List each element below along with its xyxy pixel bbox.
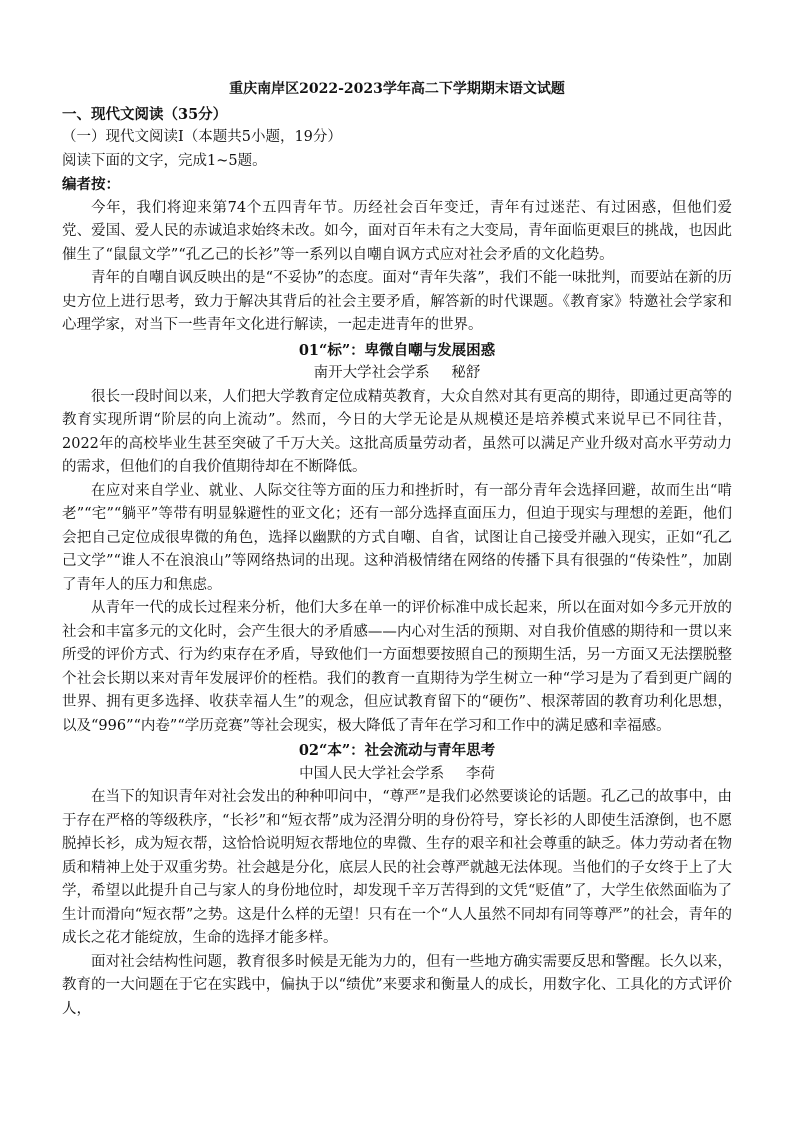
- editor-paragraph-1: 今年，我们将迎来第74个五四青年节。历经社会百年变迁，青年有过迷茫、有过困惑，但他们爱党、爱国、爱人民的赤诚追求始终未改。如今，面对百年未有之大变局，青年面临更艰巨的挑战，也因此催生了“鼠鼠文学”“孔乙己的长衫”等一系列以自嘲自讽方式应对社会矛盾的文化趋势。: [62, 199, 732, 263]
- instruction-text: 阅读下面的文字，完成1~5题。: [62, 152, 267, 169]
- article2-paragraph-2: 面对社会结构性问题，教育很多时候是无能为力的，但有一些地方确实需要反思和警醒。长久以来，教育的一大问题在于它在实践中，偏执于以“绩优”来要求和衡量人的成长，用数字化、工具化的方式评价人，: [62, 953, 732, 1017]
- section-heading: 一、现代文阅读（35分）: [62, 105, 228, 123]
- article1-heading: 01“标”：卑微自嘲与发展困惑: [298, 341, 496, 359]
- article2-paragraph-1: 在当下的知识青年对社会发出的种种叩问中，“尊严”是我们必然要谈论的话题。孔乙己的故事中，由于存在严格的等级秩序，“长衫”和“短衣帮”成为泾渭分明的身份符号，穿长衫的人即使生活潦倒，也不愿脱掉长衫，成为短衣帮，这恰恰说明短衣帮地位的卑微、生存的艰辛和社会尊重的缺乏。体力劳动者在物质和精神上处于双重劣势。社会越是分化，底层人民的社会尊严就越无法体现。当他们的子女终于上了大学，希望以此提升自己与家人的身份地位时，却发现千辛万苦得到的文凭“贬值”了，大学生依然面临为了生计而滑向“短衣帮”之势。这是什么样的无望！只有在一个“人人虽然不同却有同等尊严”的社会，青年的成长之花才能绽放，生命的选择才能多样。: [62, 789, 732, 946]
- part-heading: （一）现代文阅读Ⅰ（本题共5小题，19分）: [62, 129, 342, 145]
- editor-label: 编者按：: [62, 176, 120, 193]
- article2-author-name: 李荷: [465, 765, 495, 782]
- article1-author: [62, 362, 732, 386]
- article2-heading: 02“本”：社会流动与青年思考: [298, 742, 496, 759]
- article2-author-org: 中国人民大学社会学系: [299, 765, 445, 782]
- article2-author: [62, 763, 732, 787]
- article1-author-org: 南开大学社会学系: [313, 365, 430, 381]
- article1-author-name: 秘舒: [451, 365, 481, 381]
- document-title: 重庆南岸区2022-2023学年高二下学期期末语文试题: [229, 81, 565, 97]
- article1-paragraph-1: 很长一段时间以来，人们把大学教育定位成精英教育，大众自然对其有更高的期待，即通过更高等的教育实现所谓“阶层的向上流动”。然而，今日的大学无论是从规模还是培养模式来说早已不同往昔，2022年的高校毕业生甚至突破了千万大关。这批高质量劳动者，虽然可以满足产业升级对高水平劳动力的需求，但他们的自我价值期待却在不断降低。: [62, 388, 732, 475]
- article1-paragraph-2: 在应对来自学业、就业、人际交往等方面的压力和挫折时，有一部分青年会选择回避，故而生出“啃老”“宅”“躺平”等带有明显躲避性的亚文化；还有一部分选择直面压力，但迫于现实与理想的差距，他们会把自己定位成很卑微的角色，选择以幽默的方式自嘲、自省，试图让自己接受并融入现实，正如“孔乙己文学”“谁人不在浪浪山”等网络热词的出现。这种消极情绪在网络的传播下具有很强的“传染性”，加剧了青年人的压力和焦虑。: [62, 482, 732, 593]
- article1-paragraph-3: 从青年一代的成长过程来分析，他们大多在单一的评价标准中成长起来，所以在面对如今多元开放的社会和丰富多元的文化时，会产生很大的矛盾感——内心对生活的预期、对自我价值感的期待和一贯以来所受的评价方式、行为约束存在矛盾，导致他们一方面想要按照自己的预期生活，另一方面又无法摆脱整个社会长期以来对青年发展评价的桎梏。我们的教育一直期待为学生树立一种“学习是为了看到更广阔的世界、拥有更多选择、收获幸福人生”的观念，但应试教育留下的“硬伤”、根深蒂固的教育功利化思想，以及“996”“内卷”“学历竞赛”等社会现实，极大降低了青年在学习和工作中的满足感和幸福感。: [62, 600, 732, 734]
- editor-paragraph-2: 青年的自嘲自讽反映出的是“不妥协”的态度。面对“青年失落”，我们不能一味批判，而要站在新的历史方位上进行思考，致力于解决其背后的社会主要矛盾，解答新的时代课题。《教育家》特邀社会学家和心理学家，对当下一些青年文化进行解读，一起走进青年的世界。: [62, 270, 732, 333]
